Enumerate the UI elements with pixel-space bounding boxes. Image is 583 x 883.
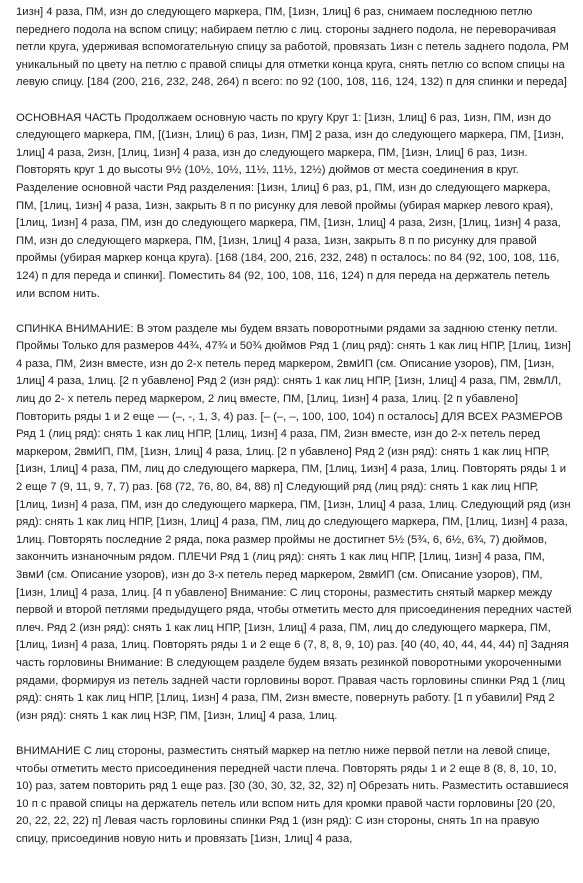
paragraph-hem-joining: 1изн] 4 раза, ПМ, изн до следующего маркера, ПМ, [1изн, 1лиц] 6 раз, снимаем последнюю петлю переднего подола на вспом спицу; набираем петлю с лиц. стороны заднего подола, не переворачивая петли круга, удерживая вспомогательную спицу за работой, провязать 1изн с петель заднего подола, РМ уникальный по цвету на петлю с правой спицы для отметки конца круга, снять петлю со вспом спицы на левую спицу. [184 (200, 216, 232, 248, 264) п всего: по 92 (100, 108, 116, 124, 132) п для спинки и переда] — [16, 6, 569, 89]
paragraph-back: СПИНКА ВНИМАНИЕ: В этом разделе мы будем вязать поворотными рядами за заднюю стенку петли. Проймы Только для размеров 44¾, 47¾ и 50¾ дюймов Ряд 1 (лиц ряд): снять 1 как лиц НПР, [1лиц, 1изн] 4 раза, ПМ, 2изн вместе, изн до 2-х петель перед маркером, 2вмИП (см. Описание узоров), ПМ, [1изн, 1лиц] 4 раза, 1лиц. [2 п убавлено] Ряд 2 (изн ряд): снять 1 как лиц НПР, [1изн, 1лиц] 4 раза, ПМ, 2вмЛЛ, лиц до 2- х петель перед маркером, 2 лиц вместе, ПМ, [1лиц, 1изн] 4 раза, 1лиц. [2 п убавлено] Повторить ряды 1 и 2 еще — (–, -, 1, 3, 4) раз. [– (–, –, 100, 100, 104) п осталось] ДЛЯ ВСЕХ РАЗМЕРОВ Ряд 1 (лиц ряд): снять 1 как лиц НПР, [1лиц, 1изн] 4 раза, ПМ, 2изн вместе, изн до 2-х петель перед маркером, 2вмИП, ПМ, [1изн, 1лиц] 4 раза, 1лиц. [2 п убавлено] Ряд 2 (изн ряд): снять 1 как лиц НПР, [1изн, 1лиц] 4 раза, ПМ, лиц до следующего маркера, ПМ, [1лиц, 1изн] 4 раза, 1лиц. Повторять ряды 1 и 2 еще 7 (9, 11, 9, 7, 7) раз. [68 (72, 76, 80, 84, 88) п] Следующий ряд (лиц ряд): снять 1 как лиц НПР, [1лиц, 1изн] 4 раза, ПМ, изн до следующего маркера, ПМ, [1изн, 1лиц] 4 раза, 1лиц. Следующий ряд (изн ряд): снять 1 как лиц НПР, [1изн, 1лиц] 4 раза, ПМ, лиц до следующего маркера, ПМ, [1лиц, 1изн] 4 раза, 1лиц. Повторять последние 2 ряда, пока размер проймы не достигнет 5½ (5¾, 6, 6½, 6¾, 7) дюймов, закончить изнаночным рядом. ПЛЕЧИ Ряд 1 (лиц ряд): снять 1 как лиц НПР, [1лиц, 1изн] 4 раза, ПМ, 3вмИ (см. Описание узоров), изн до 3-х петель перед маркером, 2вмИП (см. Описание узоров), ПМ, [1изн, 1лиц] 4 раза, 1лиц. [4 п убавлено] Внимание: С лиц стороны, разместить снятый маркер между первой и второй петлями предыдущего ряда, чтобы отметить место для присоединения передних частей плеч. Ряд 2 (изн ряд): снять 1 как лиц НПР, [1изн, 1лиц] 4 раза, ПМ, лиц до следующего маркера, ПМ, [1лиц, 1изн] 4 раза, 1лиц. Повторять ряды 1 и 2 еще 6 (7, 8, 8, 9, 10) раз. [40 (40, 40, 44, 44, 44) п] Задняя часть горловины Внимание: В следующем разделе будем вязать резинкой поворотными укороченными рядами, формируя из петель задней части горловины ворот. Правая часть горловины спинки Ряд 1 (лиц ряд): снять 1 как лиц НПР, [1лиц, 1изн] 4 раза, ПМ, 2изн вместе, повернуть работу. [1 п убавили] Ряд 2 (изн ряд): снять 1 как лиц НЗР, ПМ, [1изн, 1лиц] 4 раза, 1лиц. — [16, 322, 572, 722]
document-page — [16, 4, 572, 866]
paragraph-main-body: ОСНОВНАЯ ЧАСТЬ Продолжаем основную часть по кругу Круг 1: [1изн, 1лиц] 6 раз, 1изн, ПМ, изн до следующего маркера, ПМ, [(1изн, 1лиц) 6 раз, 1изн, ПМ] 2 раза, изн до следующего маркера, ПМ, [1изн, 1лиц] 4 раза, 2изн, [1лиц, 1изн] 4 раза, изн до следующего маркера, ПМ, [1изн, 1лиц] 6 раз, 1изн. Повторять круг 1 до высоты 9½ (10½, 10½, 11½, 11½, 12½) дюймов от места соединения в круг. Разделение основной части Ряд разделения: [1изн, 1лиц] 6 раз, р1, ПМ, изн до следующего маркера, ПМ, [1лиц, 1изн] 4 раза, 1изн, закрыть 8 п по рисунку для левой проймы (убирая маркер левого края), [1лиц, 1изн] 4 раза, ПМ, изн до следующего маркера, ПМ, [1изн, 1лиц] 4 раза, 2изн, [1лиц, 1изн] 4 раза, ПМ, изн до следующего маркера, ПМ, [1изн, 1лиц] 4 раза, 1изн, закрыть 8 п по рисунку для правой проймы (убирая маркер конца круга). [168 (184, 200, 216, 232, 248) п осталось: по 84 (92, 100, 108, 116, 124) п для переда и спинки]. Поместить 84 (92, 100, 108, 116, 124) п для переда на держатель петель или вспом нить. — [16, 111, 565, 300]
paragraph-attention-neckline: ВНИМАНИЕ С лиц стороны, разместить снятый маркер на петлю ниже первой петли на левой спице, чтобы отметить место присоединения передней части плеча. Повторять ряды 1 и 2 еще 8 (8, 8, 10, 10, 10) раз, затем повторить ряд 1 еще раз. [30 (30, 30, 32, 32, 32) п] Обрезать нить. Разместить оставшиеся 10 п с правой спицы на держатель петель или вспом нить для кромки правой части горловины [20 (20, 20, 22, 22, 22) п] Левая часть горловины спинки Ряд 1 (изн ряд): С изн стороны, снять 1п на правую спицу, присоединив новую нить и провязать [1изн, 1лиц] 4 раза, — [16, 744, 569, 845]
